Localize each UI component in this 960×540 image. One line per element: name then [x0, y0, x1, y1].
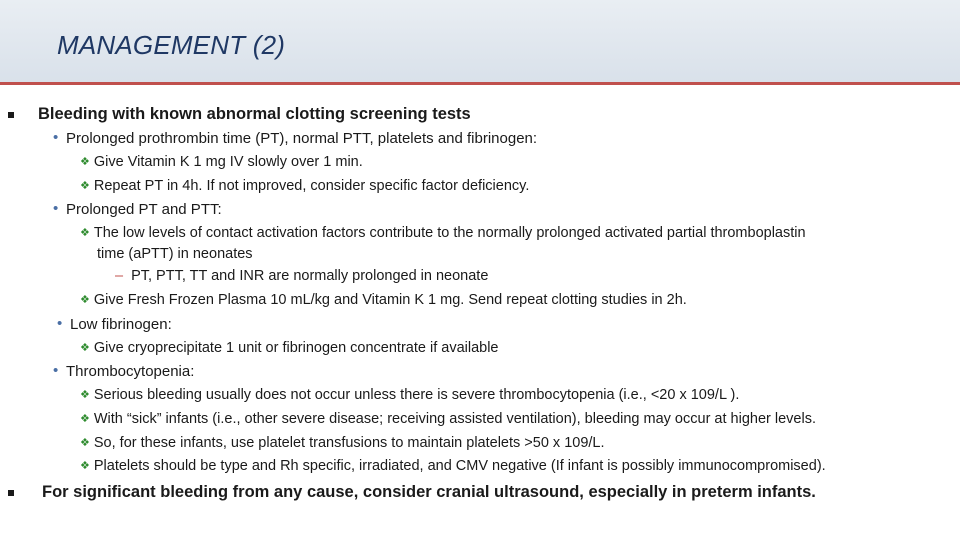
- diamond-bullet-icon: ❖: [80, 156, 90, 168]
- list-item: ❖ With “sick” infants (i.e., other severe disease; receiving assisted ventilation), bleeding may occur at higher levels.: [80, 411, 816, 427]
- list-item: ❖ Give Fresh Frozen Plasma 10 mL/kg and Vitamin K 1 mg. Send repeat clotting studies in 2h.: [80, 292, 687, 308]
- header-divider: [0, 82, 960, 85]
- group-label: Prolonged prothrombin time (PT), normal PTT, platelets and fibrinogen:: [66, 130, 538, 147]
- list-item: ❖ Serious bleeding usually does not occur unless there is severe thrombocytopenia (i.e., <20 x 109/L ).: [80, 387, 740, 403]
- dot-bullet-icon: •: [53, 200, 59, 217]
- group-label: Prolonged PT and PTT:: [66, 201, 222, 218]
- group-label: Thrombocytopenia:: [66, 363, 195, 380]
- diamond-bullet-icon: ❖: [80, 342, 90, 354]
- list-item: ❖ Give Vitamin K 1 mg IV slowly over 1 min.: [80, 154, 363, 170]
- group-label: Low fibrinogen:: [70, 316, 172, 333]
- dot-bullet-icon: •: [53, 129, 59, 146]
- diamond-bullet-icon: ❖: [80, 227, 90, 239]
- list-item: ❖ The low levels of contact activation factors contribute to the normally prolonged activated partial thromboplastin: [80, 225, 806, 241]
- sub-list-item: – PT, PTT, TT and INR are normally prolonged in neonate: [115, 268, 489, 284]
- slide-title: MANAGEMENT (2): [57, 30, 286, 60]
- list-item-continuation: time (aPTT) in neonates: [97, 246, 253, 262]
- list-item: ❖ Give cryoprecipitate 1 unit or fibrinogen concentrate if available: [80, 340, 499, 356]
- dot-bullet-icon: •: [57, 315, 63, 332]
- section2-heading: For significant bleeding from any cause, consider cranial ultrasound, especially in preterm infants.: [42, 483, 816, 501]
- diamond-bullet-icon: ❖: [80, 460, 90, 472]
- dot-bullet-icon: •: [53, 362, 59, 379]
- square-bullet-icon: [8, 490, 14, 496]
- diamond-bullet-icon: ❖: [80, 437, 90, 449]
- diamond-bullet-icon: ❖: [80, 413, 90, 425]
- list-item: ❖ Platelets should be type and Rh specific, irradiated, and CMV negative (If infant is possibly immunocompromised).: [80, 458, 826, 474]
- list-item: ❖ Repeat PT in 4h. If not improved, consider specific factor deficiency.: [80, 178, 530, 194]
- list-item: ❖ So, for these infants, use platelet transfusions to maintain platelets >50 x 109/L.: [80, 435, 605, 451]
- diamond-bullet-icon: ❖: [80, 389, 90, 401]
- diamond-bullet-icon: ❖: [80, 180, 90, 192]
- dash-bullet-icon: –: [115, 268, 124, 284]
- square-bullet-icon: [8, 112, 14, 118]
- section1-heading: Bleeding with known abnormal clotting screening tests: [38, 105, 471, 123]
- diamond-bullet-icon: ❖: [80, 294, 90, 306]
